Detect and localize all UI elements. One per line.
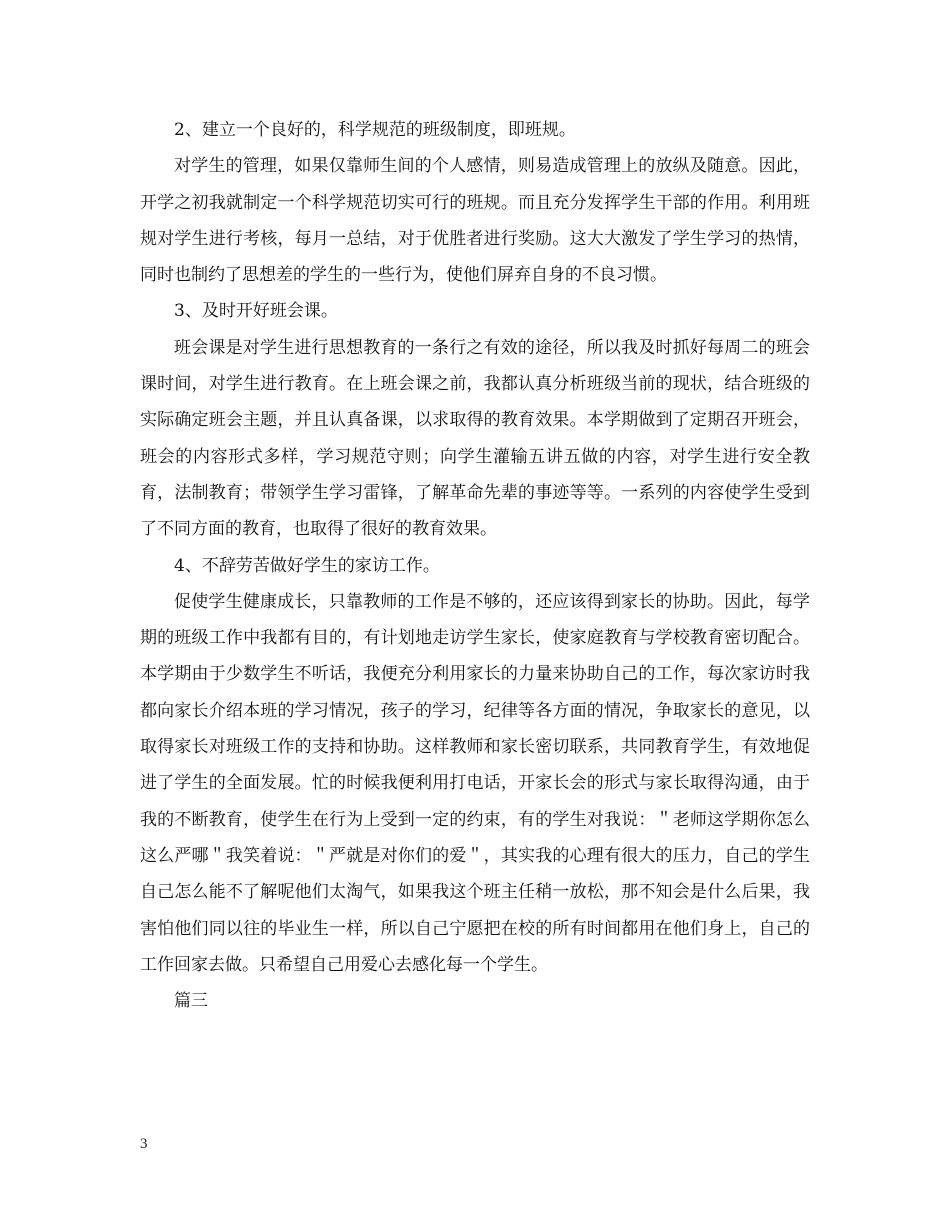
section-heading-4: 4、不辞劳苦做好学生的家访工作。 <box>174 555 440 576</box>
section-heading-part-three: 篇三 <box>174 991 208 1012</box>
paragraph-class-meeting: 班会课是对学生进行思想教育的一条行之有效的途径，所以我及时抓好每周二的班会课时间，对学生进行教育。在上班会课之前，我都认真分析班级当前的现状，结合班级的实际确定班会主题，并且认真备课，以求取得的教育效果。本学期做到了定期召开班会，班会的内容形式多样，学习规范守则；向学生灌输五讲五做的内容，对学生进行安全教育，法制教育；带领学生学习雷锋，了解革命先辈的事迹等等。一系列的内容使学生受到了不同方面的教育，也取得了很好的教育效果。 <box>140 337 810 540</box>
section-heading-2: 2、建立一个良好的，科学规范的班级制度，即班规。 <box>174 120 576 140</box>
paragraph-home-visits: 促使学生健康成长，只靠教师的工作是不够的，还应该得到家长的协助。因此，每学期的班级工作中我都有目的，有计划地走访学生家长，使家庭教育与学校教育密切配合。本学期由于少数学生不听话，我便充分利用家长的力量来协助自己的工作，每次家访时我都向家长介绍本班的学习情况，孩子的学习，纪律等各方面的情况，争取家长的意见，以取得家长对班级工作的支持和协助。这样教师和家长密切联系，共同教育学生，有效地促进了学生的全面发展。忙的时候我便利用打电话，开家长会的形式与家长取得沟通，由于我的不断教育，使学生在行为上受到一定的约束，有的学生对我说：＂老师这学期你怎么这么严哪＂我笑着说：＂严就是对你们的爱＂，其实我的心理有很大的压力，自己的学生自己怎么能不了解呢他们太淘气，如果我这个班主任稍一放松，那不知会是什么后果，我害怕他们同以往的毕业生一样，所以自己宁愿把在校的所有时间都用在他们身上，自己的工作回家去做。只希望自己用爱心去感化每一个学生。 <box>140 591 810 975</box>
document-body <box>140 112 810 1019</box>
page-number: 3 <box>140 1136 148 1152</box>
section-heading-3: 3、及时开好班会课。 <box>174 301 338 322</box>
paragraph-class-rules: 对学生的管理，如果仅靠师生间的个人感情，则易造成管理上的放纵及随意。因此，开学之初我就制定一个科学规范切实可行的班规。而且充分发挥学生干部的作用。利用班规对学生进行考核，每月一总结，对于优胜者进行奖励。这大大激发了学生学习的热情，同时也制约了思想差的学生的一些行为，使他们屏弃自身的不良习惯。 <box>140 156 810 286</box>
